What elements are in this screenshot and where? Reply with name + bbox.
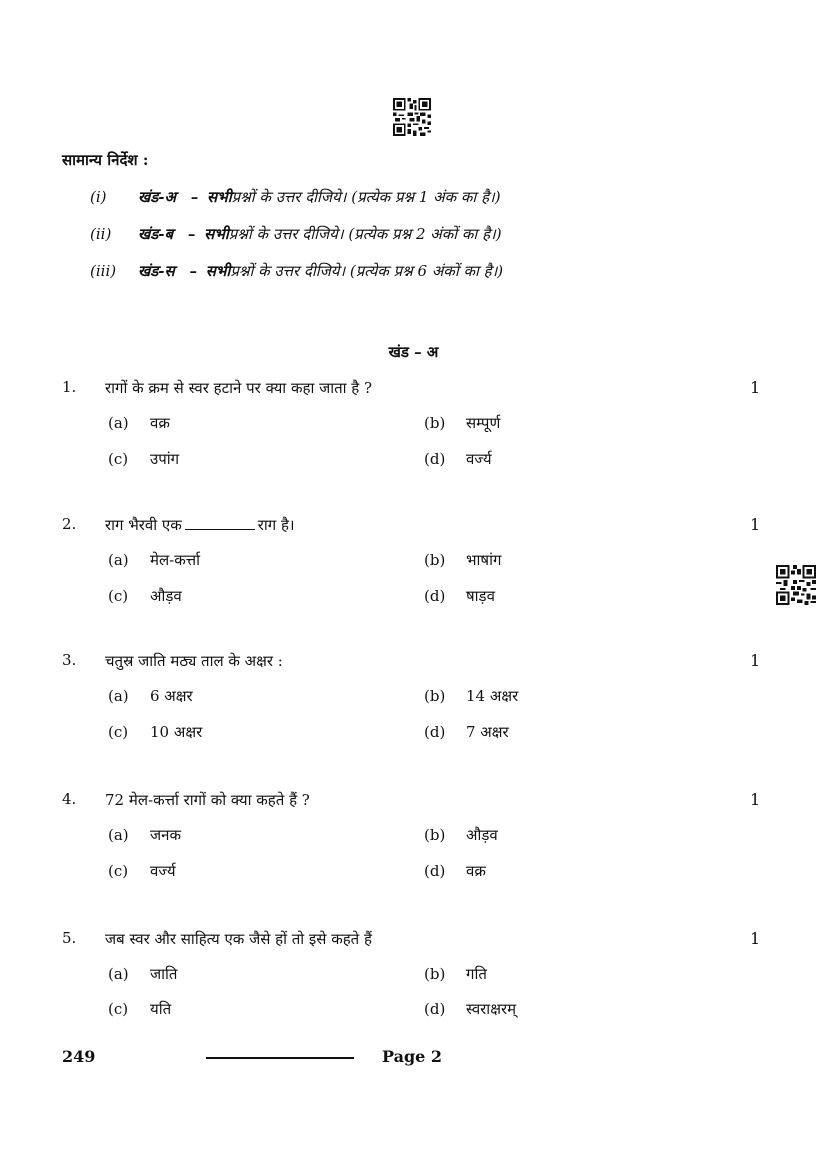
option-a	[108, 550, 200, 570]
option-text: वक्र	[466, 862, 486, 880]
question-number: 1.	[62, 378, 77, 396]
option-text: वर्ज्य	[466, 450, 492, 468]
option-label: (d)	[424, 450, 446, 468]
footer-rule	[206, 1057, 354, 1059]
option-label: (a)	[108, 826, 129, 844]
instruction-text: प्रश्नों के उत्तर दीजिये। (प्रत्येक प्रश्न 6 अंकों का है।)	[230, 262, 504, 280]
question-text-after: राग है।	[257, 516, 295, 534]
option-label: (b)	[424, 687, 446, 705]
instruction-text: प्रश्नों के उत्तर दीजिये। (प्रत्येक प्रश्न 2 अंकों का है।)	[228, 225, 502, 243]
option-text: 14 अक्षर	[466, 687, 519, 705]
question-text-before: राग भैरवी एक	[105, 516, 182, 534]
option-text: जाति	[150, 965, 178, 983]
qr-code-icon	[776, 565, 816, 605]
option-c	[108, 586, 182, 606]
option-label: (a)	[108, 551, 129, 569]
instruction-section: खंड-स	[138, 262, 175, 280]
section-heading: खंड – अ	[388, 343, 439, 361]
option-label: (c)	[108, 450, 129, 468]
option-b	[424, 825, 498, 845]
question-marks: 1	[750, 515, 761, 534]
option-a	[108, 964, 177, 984]
option-c	[108, 999, 171, 1019]
option-text: औड़व	[466, 826, 498, 844]
instruction-text: प्रश्नों के उत्तर दीजिये। (प्रत्येक प्रश्न 1 अंक का है।)	[231, 188, 501, 206]
option-d	[424, 586, 495, 606]
option-text: सम्पूर्ण	[466, 414, 501, 432]
instruction-item	[90, 187, 501, 207]
option-label: (c)	[108, 723, 129, 741]
option-label: (d)	[424, 1000, 446, 1018]
option-b	[424, 686, 518, 706]
qr-code-icon	[392, 98, 432, 136]
option-text: 6 अक्षर	[150, 687, 193, 705]
option-text: उपांग	[150, 450, 180, 468]
option-label: (c)	[108, 862, 129, 880]
option-d	[424, 449, 492, 469]
question-marks: 1	[750, 790, 761, 809]
option-label: (b)	[424, 826, 446, 844]
question-number: 2.	[62, 515, 77, 533]
option-label: (b)	[424, 414, 446, 432]
fill-in-blank	[185, 517, 255, 530]
question-text: 72 मेल-कर्त्ता रागों को क्या कहते हैं ?	[105, 791, 310, 809]
option-c	[108, 861, 176, 881]
option-label: (a)	[108, 414, 129, 432]
question-text: चतुस्र जाति मठ्य ताल के अक्षर :	[105, 652, 283, 670]
option-b	[424, 413, 500, 433]
option-d	[424, 722, 509, 742]
instruction-dash: –	[190, 188, 199, 206]
question-number: 4.	[62, 790, 77, 808]
option-text: 7 अक्षर	[466, 723, 509, 741]
option-text: स्वराक्षरम्	[466, 1000, 517, 1018]
option-label: (d)	[424, 862, 446, 880]
option-text: 10 अक्षर	[150, 723, 203, 741]
option-text: जनक	[150, 826, 181, 844]
instruction-bold-word: सभी	[207, 188, 232, 206]
instruction-section: खंड-अ	[138, 188, 176, 206]
instruction-number: (ii)	[90, 225, 112, 243]
option-text: मेल-कर्त्ता	[150, 551, 200, 569]
question-text	[105, 515, 295, 535]
instruction-number: (i)	[90, 188, 107, 206]
option-text: षाड़व	[466, 587, 495, 605]
question-marks: 1	[750, 378, 761, 397]
instruction-bold-word: सभी	[205, 262, 231, 280]
option-label: (b)	[424, 965, 446, 983]
question-marks: 1	[750, 929, 761, 948]
option-label: (c)	[108, 587, 129, 605]
question-number: 3.	[62, 651, 77, 669]
option-d	[424, 999, 516, 1019]
option-text: वक्र	[150, 414, 170, 432]
paper-code: 249	[62, 1047, 96, 1066]
page-number: Page 2	[382, 1047, 443, 1066]
option-text: गति	[466, 965, 487, 983]
option-label: (b)	[424, 551, 446, 569]
question-number: 5.	[62, 929, 77, 947]
option-c	[108, 449, 179, 469]
option-label: (a)	[108, 965, 129, 983]
question-text: रागों के क्रम से स्वर हटाने पर क्या कहा जाता है ?	[105, 379, 373, 397]
option-a	[108, 413, 170, 433]
option-label: (d)	[424, 587, 446, 605]
option-label: (c)	[108, 1000, 129, 1018]
option-b	[424, 964, 487, 984]
instruction-item	[90, 224, 502, 244]
option-text: भाषांग	[466, 551, 502, 569]
option-a	[108, 686, 193, 706]
instruction-item	[90, 261, 503, 281]
instruction-bold-word: सभी	[204, 225, 229, 243]
instruction-dash: –	[187, 225, 196, 243]
option-label: (d)	[424, 723, 446, 741]
question-text: जब स्वर और साहित्य एक जैसे हों तो इसे कहते हैं	[105, 930, 372, 948]
option-label: (a)	[108, 687, 129, 705]
instruction-dash: –	[189, 262, 197, 280]
option-d	[424, 861, 486, 881]
instruction-number: (iii)	[90, 262, 117, 280]
option-text: यति	[150, 1000, 172, 1018]
instruction-section: खंड-ब	[138, 225, 174, 243]
option-b	[424, 550, 501, 570]
option-a	[108, 825, 181, 845]
option-text: औड़व	[150, 587, 182, 605]
option-text: वर्ज्य	[150, 862, 176, 880]
option-c	[108, 722, 202, 742]
general-instructions-title: सामान्य निर्देश :	[62, 151, 149, 169]
question-marks: 1	[750, 651, 761, 670]
